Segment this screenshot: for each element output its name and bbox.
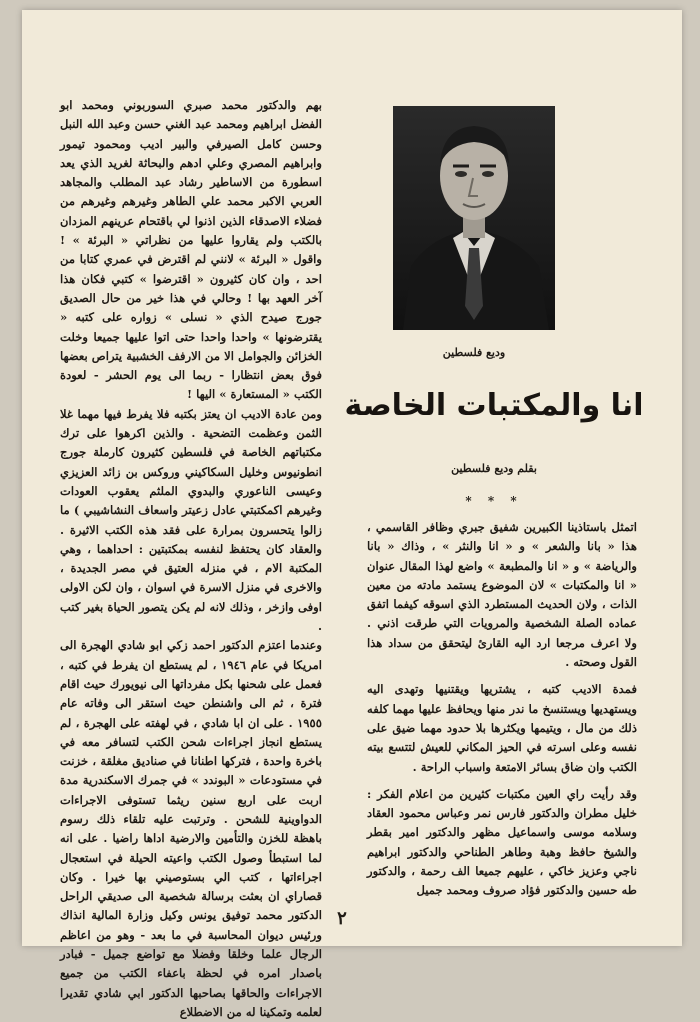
left-paragraph-3: وعندما اعتزم الدكتور احمد زكي ابو شادي الهجرة الى امريكا في عام ١٩٤٦ ، لم يستطع ان يفرط في كتبه ، فعمل على شحنها بكل مفرداتها الى نيويورك حيث اقام فترة ، ثم الى واشنطن حيث استقر الى وفاته عام ١٩٥٥ . على ان ابا شادي ، في لهفته على الهجرة ، لم يستطع انجاز اجراءات شحن الكتب لتسافر معه في باخرة واحدة ، فتركها اطنانا في صناديق مغلقة ، خزنت في مستودعات « البوندد » في جمرك الاسكندرية مدة اربت على اربع سنين ريثما تستوفى الاجراءات الدواوينية للشحن . وترتبت عليه تلقاء ذلك رسوم باهظة للخزن والتأمين والارضية اداها راضيا . على انه لما استبطأ وصول الكتب واعيته الحيلة في استعجال اجراءاتها ، كتب الي بستوصيني بها خيرا . وكان قصاراي ان بعثت برسالة شخصية الى صديقي الراحل الدكتور محمد توفيق يونس وكيل وزارة المالية انذاك ورئيس ديوان المحاسبة في ما بعد - وهو من اعاظم الرجال علما وخلقا وفضلا مع تواضع جميل - فبادر باصدار امره في لحظة باعفاء الكتب من جميع الاجراءات والحاقها بصاحبها الدكتور ابي شادي تقديرا لعلمه وتمكينا له من الاضطلاع [60,638,323,1019]
author-portrait-photo [393,106,555,330]
photo-caption: وديع فلسطين [442,346,506,359]
article-byline: بقلم وديع فلسطين [451,462,537,475]
magazine-page [22,10,682,1019]
right-paragraph-3: وقد رأيت راي العين مكتبات كثيرين من اعلام الفكر : خليل مطران والدكتور فارس نمر وعباس محمود العقاد وسلامه موسى واسماعيل مظهر والدكتور امير بقطر والشيخ حافظ وهبة وطاهر الطناحي والدكتور ابراهيم ناجي وعزيز خاكي ، عليهم جميعا الف رحمة ، والدكتور طه حسين والدكتور فؤاد صروف ومحمد جميل [367,786,637,898]
section-separator: * * * [465,494,523,508]
right-paragraph-2: فمدة الاديب كتبه ، يشتريها ويقتنيها وتهدى اليه ويستهديها ويستنسخ ما ندر منها ويحافظ عليها مهما كلفه ذلك من مال ، ويتيمها ويكثرها بلا حدود مهما ضيق على نفسه وعلى اسرته في الحيز المكاني للعيش لتتسع بيته الكتب وان ضاق بسائر الامتعة واسباب الراحة . [367,682,637,774]
page-number: ٢ [337,908,347,929]
right-text-column [367,518,637,901]
left-text-column [60,96,322,1022]
article-title: انا والمكتبات الخاصة [344,388,644,423]
left-paragraph-2: ومن عادة الاديب ان يعتز بكتبه فلا يفرط فيها مهما غلا الثمن وعظمت التضحية . والذين اكرهوا على ترك مكتباتهم الخاصة في فلسطين كثيرون كارملة جورج انطونيوس وخليل السكاكيني وروكس بن زائد العزيزي وعيسى الناعوري والبدوي الملثم يعقوب العودات وغيرهم اكمكتبتي عادل زعيتر واسعاف النشاشيبي ) ما زالوا يتحسرون بمرارة على فقد هذه الكتب الاثيرة . والعقاد كان يحتفظ لنفسه بمكتبتين : احداهما ، وهي المكتبة الام ، في منزله العتيق في مصر الجديدة ، والاخرى في منزل الاسرة في اسوان ، وان لكن الاولى اوفى وازخر ، وذلك لانه لم يكن يتصور الحياة بغير كتب . [60,406,322,634]
portrait-image [393,106,555,330]
left-paragraph-1: بهم والدكتور محمد صبري السوربوني ومحمد ابو الفضل ابراهيم ومحمد عبد الغني حسن وعبد الله النبل وحسن كامل الصيرفي والبير اديب ومحمود تيمور وابراهيم المصري وعلي ادهم والبحاثة لغريد الذي يعد اسطورة من الاساطير رشاد عبد المطلب والمجاهد العربي الاكبر محمد علي الطاهر وغيرهم وغيرهم من فضلاء الاصدقاء الذين اذنوا لي باقتحام عرينهم المزدان بالكتب ولم يقاروا عليها من نظراتي « البرئة » ! واقول « البرئة » لانني لم اقترض في عمري كتابا من احد ، وان كان كثيرون « اقترضوا » كتبي فكان هذا آخر العهد بها ! وحالي في هذا خير من حال الصديق جورج صيدح الذي « نسلى » زواره على كتبه « يقترضونها » واحدا واحدا حتى اتوا عليها جميعا وخلت الخزائن والجوامل الا من الارفف الخشبية يتراص بعضها فوق بعض انتظارا - ربما الى يوم الحشر - لعودة الكتب « المستعارة » اليها ! [60,98,322,402]
right-paragraph-1: اتمثل باستاذينا الكبيرين شفيق جبري وظافر القاسمي ، هذا « بانا والشعر » و « انا والنثر » ، وذاك « بانا والرياضة » و « انا والمطبعة » واضع لهذا المقال عنوان « انا والمكتبات » لان الموضوع يستمد مادته من معين الذات ، ولان الحديث المستطرد الذي اسوقه كيفما اتفق عماده الصلة الشخصية والمرويات التي طرقت اذني . ولا اعرف مرجعا ارد اليه القارئ ليتحقق من سداد هذا القول وصحته . [367,520,637,670]
